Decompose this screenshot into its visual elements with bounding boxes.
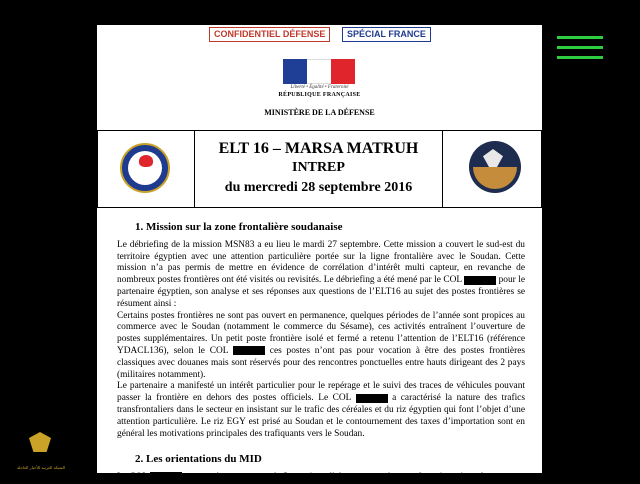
confidentiel-stamp: CONFIDENTIEL DÉFENSE — [209, 27, 330, 42]
drm-label: DRM — [137, 173, 157, 182]
special-france-stamp: SPÉCIAL FRANCE — [342, 27, 431, 42]
drm-logo-box — [97, 130, 195, 208]
header-title: ELT 16 – MARSA MATRUH — [218, 140, 419, 157]
unit-emblem-icon — [469, 141, 521, 193]
classification-stamps — [97, 27, 542, 43]
section-1-heading: 1. Mission sur la zone frontalière soudanaise — [135, 221, 343, 233]
watermark-text: الشبكة العربية للأخبار العاجلة — [16, 465, 66, 470]
ministere-label: MINISTÈRE DE LA DÉFENSE — [264, 108, 375, 117]
section-2-heading: 2. Les orientations du MID — [135, 453, 262, 466]
section-1-paragraph-2: Certains postes frontières ne sont pas ouvert en permanence, quelques périodes de l’année sont propices au commerce avec le Soudan (notamment le commerce du Sésame), ces activités entraînent l’ouverture de postes supplémentaires. Un petit poste frontière isolé et fermé a retenu l’attention de l’ELT16 (référence YDACL136), selon le COL ces postes n’ont pas pour vocation à être des postes frontières classiques avec douanes mais sont réservés pour des rencontres ponctuelles entre hauts dirigeant des 2 pays (militaires notamment). — [117, 310, 525, 380]
republique-name: RÉPUBLIQUE FRANÇAISE — [278, 92, 361, 98]
unit-logo-box — [442, 130, 542, 208]
redaction-block — [356, 394, 388, 403]
redaction-block — [464, 276, 496, 285]
section-2-paragraph-1: Le COL a marqué son retour après 3 semaines d’absence en présentant les orientations du — [117, 472, 488, 483]
channel-watermark — [6, 432, 76, 472]
header-date: du mercredi 28 septembre 2016 — [224, 180, 413, 195]
marianne-logo — [283, 59, 355, 84]
republique-motto: Liberté • Égalité • Fraternité — [290, 85, 349, 90]
drm-emblem-icon — [120, 143, 170, 193]
section-1-paragraph-1: Le débriefing de la mission MSN83 a eu lieu le mardi 27 septembre. Cette mission a couvert le sud-est du territoire égyptien avec une attention particulière portée sur la ligne frontalière avec le Soudan. Cette mission n’a pas permis de mettre en évidence de corrélation d’intérêt multi capteur, en revanche de nombreux postes frontières ont été visités ou revisités. Le débriefing a été mené par le COL pour le partenaire égyptien, son analyse et ses réponses aux questions de l’ELT16 au sujet des postes frontières se résument ainsi : — [117, 239, 526, 309]
hamburger-menu-icon[interactable] — [557, 36, 603, 60]
redaction-block — [150, 472, 182, 481]
section-1-paragraph-3: Le partenaire a manifesté un intérêt particulier pour le repérage et le suivi des traces de véhicules pouvant passer la frontière en dehors des postes officiels. Le COL a caractérisé la nature des trafics transfrontaliers dans le secteur en insistant sur le trafic des céréales et du riz égyptien qui font l’objet d’une attention particulière. Le riz EGY est prisé au Soudan et le contournement des taxes d’importation sont en général les motivations principales des trafiquants vers le Soudan. — [117, 381, 525, 439]
channel-logo-icon — [29, 432, 51, 452]
header-title-box — [195, 130, 442, 208]
document-header — [97, 130, 542, 208]
header-subtitle: INTREP — [292, 160, 345, 175]
redaction-block — [233, 346, 265, 355]
document-page — [97, 25, 542, 483]
document-body — [117, 222, 525, 484]
